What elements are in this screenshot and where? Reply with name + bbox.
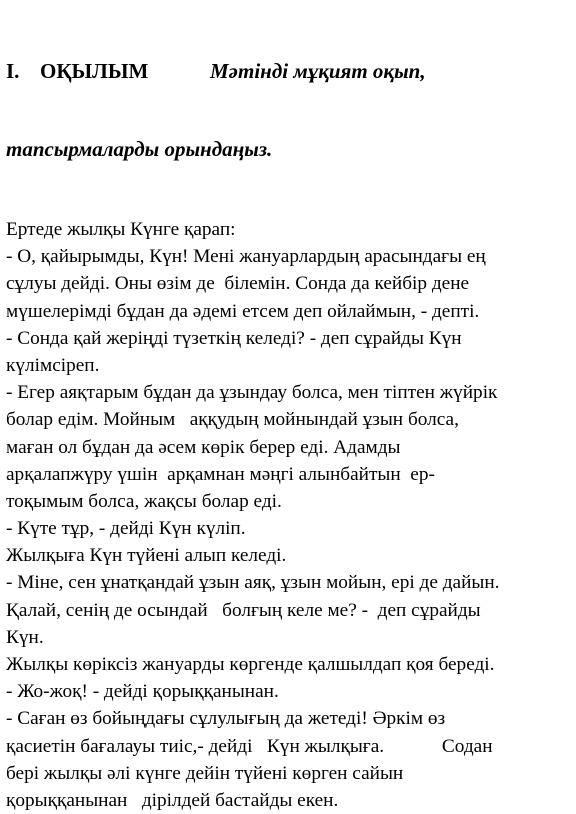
text-line: - О, қайырымды, Күн! Мені жануарлардың арасындағы ең xyxy=(6,246,486,268)
text-line: мүшелерімді бұдан да әдемі етсем деп ойлаймын, - депті. xyxy=(6,300,480,322)
text-line: қорыққанынан дірілдей бастайды екен. xyxy=(6,789,339,811)
text-line: - Міне, сен ұнатқандай ұзын аяқ, ұзын мойын, ері де дайын. xyxy=(6,572,500,594)
text-line: болар едім. Мойным аққудың мойнындай ұзын болса, xyxy=(6,409,459,431)
text-line: Ертеде жылқы Күнге қарап: xyxy=(6,219,236,240)
text-line: күлімсіреп. xyxy=(6,354,100,376)
task-instruction-part2: тапсырмаларды орындаңыз. xyxy=(6,137,273,161)
document-page xyxy=(6,6,570,814)
text-line: Күн. xyxy=(6,626,44,648)
text-line: Жылқыға Күн түйені алып келеді. xyxy=(6,545,287,567)
text-line: қасиетін бағалауы тиіс,- дейді Күн жылқыға. Содан xyxy=(6,735,493,757)
text-line: - Жо-жоқ! - дейді қорыққанынан. xyxy=(6,681,279,703)
text-line: - Саған өз бойыңдағы сұлулығың да жетеді! Әркім өз xyxy=(6,708,446,730)
section-title: ОҚЫЛЫМ xyxy=(40,59,149,83)
text-line: Қалай, сенің де осындай болғың келе ме? - деп сұрайды xyxy=(6,599,481,621)
text-line: сұлуы дейді. Оны өзім де білемін. Сонда да кейбір дене xyxy=(6,273,470,295)
text-line: арқалапжүру үшін арқамнан мәңгі алынбайтын ер- xyxy=(6,463,435,485)
text-line: - Сонда қай жеріңді түзеткің келеді? - деп сұрайды Күн xyxy=(6,327,462,349)
heading-row xyxy=(6,58,570,84)
task-instruction-part1: Мәтінді мұқият оқып, xyxy=(210,59,426,83)
story-text xyxy=(6,216,570,814)
text-line: бері жылқы әлі күнге дейін түйені көрген сайын xyxy=(6,762,404,784)
section-number: I. xyxy=(6,59,20,83)
text-line: - Күте тұр, - дейді Күн күліп. xyxy=(6,518,246,540)
text-line: - Егер аяқтарым бұдан да ұзындау болса, мен тіптен жүйрік xyxy=(6,382,498,404)
text-line: тоқымым болса, жақсы болар еді. xyxy=(6,490,282,512)
text-line: маған ол бұдан да әсем көрік берер еді. Адамды xyxy=(6,436,401,458)
text-line: Жылқы көріксіз жануарды көргенде қалшылдап қоя береді. xyxy=(6,654,495,675)
section-heading xyxy=(6,6,570,214)
